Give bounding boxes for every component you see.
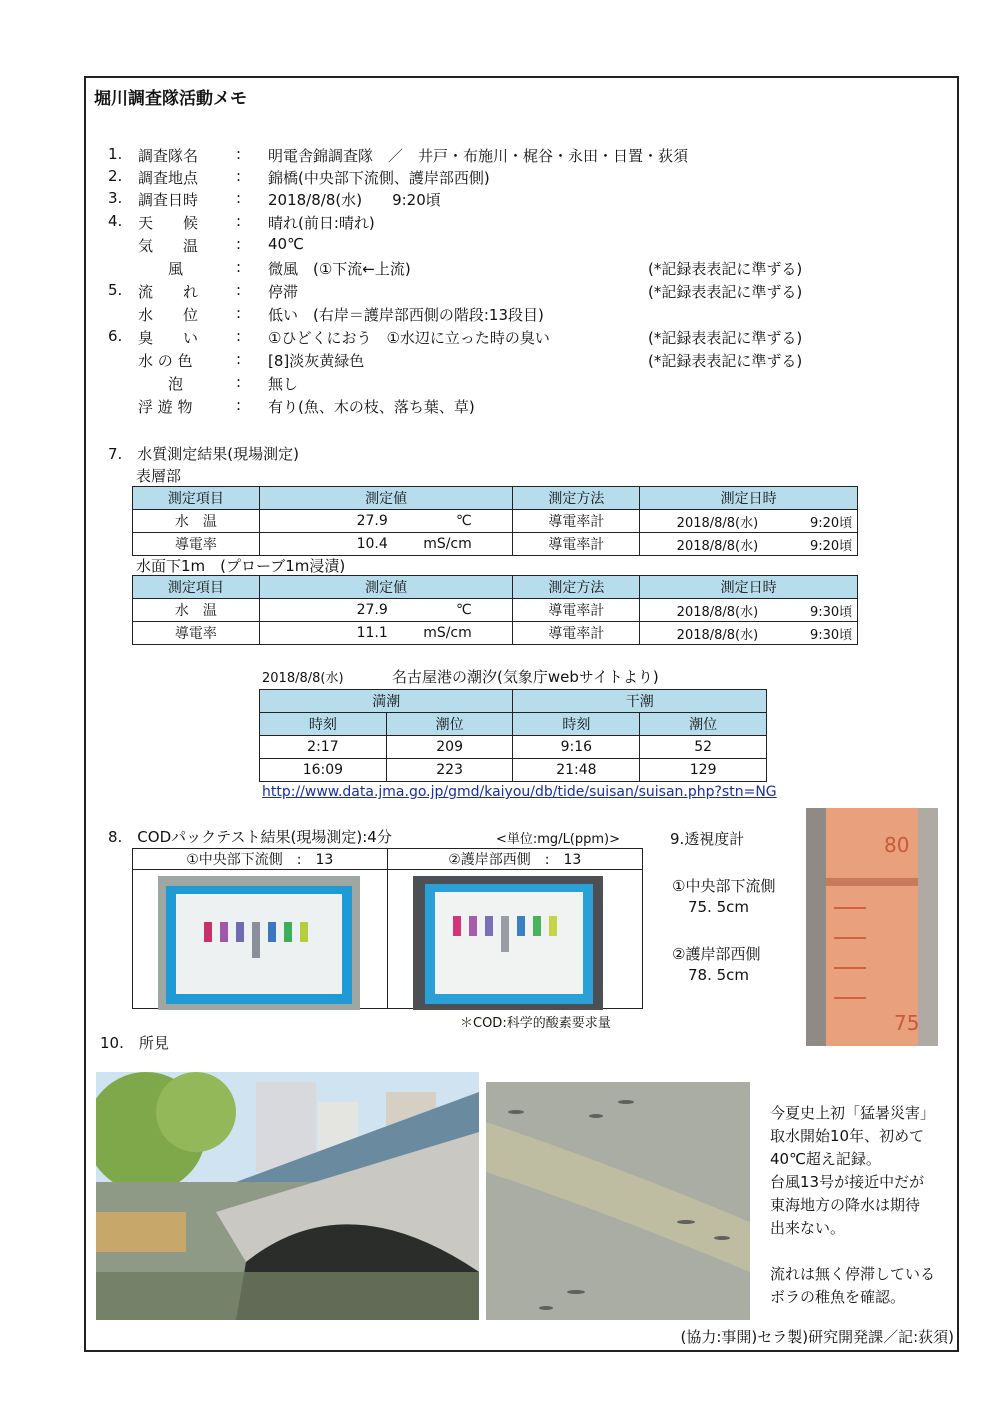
item-value: 2018/8/8(水) 9:20頃 [268,191,441,209]
tide-row [260,759,767,782]
comment-line: 今夏史上初「猛暑災害」 [770,1104,936,1122]
measure-unit: mS/cm [423,625,472,641]
item-value: 40℃ [268,235,304,253]
comment-line: 東海地方の降水は期待 [770,1196,921,1214]
tide-low-level: 52 [640,736,767,759]
credit-line: (協力:事開)セラ製)研究開発課／記:荻須) [680,1328,954,1346]
item-label: 水 の 色 [138,352,193,370]
tide-table [259,689,767,782]
item-label: 臭 い [138,329,199,347]
measure-date: 2018/8/8(水) [676,627,759,643]
findings-comment [770,1102,935,1309]
comment-line: ボラの稚魚を確認。 [770,1288,906,1306]
item-note: (*記録表表記に準ずる) [648,283,803,301]
measure-date: 2018/8/8(水) [676,515,759,531]
tide-high-time: 16:09 [260,759,387,782]
item-value: 微風 (①下流←上流) [268,260,411,278]
jma-link[interactable]: http://www.data.jma.go.jp/gmd/kaiyou/db/tide/suisan/suisan.php?stn=NG [262,784,777,800]
survey-item-row [100,235,860,257]
header-datetime: 測定日時 [640,487,858,510]
survey-item-row [100,145,860,167]
comment-line: 流れは無く停滞している [770,1265,936,1283]
measurement-row [133,622,858,645]
cod-test-card-image [158,876,360,1010]
item-label: 泡 [138,375,184,393]
item-label: 浮 遊 物 [138,398,193,416]
item-value: 晴れ(前日:晴れ) [268,214,375,232]
item-colon: : [236,167,242,185]
transparency-site1-value: 75. 5cm [688,898,750,916]
measurement-row [133,599,858,622]
header-value: 測定値 [259,576,513,599]
tide-high-time: 2:17 [260,736,387,759]
comment-line [770,1240,935,1263]
measure-unit: mS/cm [423,536,472,552]
item-colon: : [236,145,242,163]
cod-photo-2 [413,876,603,1010]
water-quality-heading: 7. 水質測定結果(現場測定) [108,445,300,463]
item-colon: : [236,189,242,207]
depth-table [132,575,858,645]
high-tide-header: 満潮 [260,690,513,713]
item-value: 有り(魚、木の枝、落ち葉、草) [268,398,475,416]
item-value: 明電舎錦調査隊 ／ 井戸・布施川・梶谷・永田・日置・荻須 [268,147,689,165]
item-value: ①ひどくにおう ①水辺に立った時の臭い [268,329,550,347]
measurement-row [133,510,858,533]
fish-photo [486,1082,750,1320]
fish-water-image [486,1082,750,1320]
measure-method: 導電率計 [548,514,605,530]
comment-line: 取水開始10年、初めて [770,1127,925,1145]
header-item: 測定項目 [133,487,260,510]
item-label: 天 候 [138,214,199,232]
measure-value: 27.9 [356,513,388,529]
item-number: 4. [108,212,123,230]
survey-item-row [100,189,860,211]
header-method: 測定方法 [513,576,640,599]
item-label: 調査地点 [138,169,199,187]
transparency-heading: 9.透視度計 [670,830,745,848]
comment-line: 出来ない。 [770,1219,846,1237]
bridge-photo [96,1072,479,1320]
tide-title: 名古屋港の潮汐(気象庁webサイトより) [392,668,659,686]
findings-heading: 10. 所見 [100,1034,169,1052]
transparency-tube-image [806,808,938,1046]
low-tide-header: 干潮 [513,690,767,713]
surface-table [132,486,858,556]
item-note: (*記録表表記に準ずる) [648,352,803,370]
item-note: (*記録表表記に準ずる) [648,260,803,278]
cod-photo-1 [158,876,360,1010]
item-number: 6. [108,327,123,345]
item-colon: : [236,396,242,414]
tide-date: 2018/8/8(水) [262,671,344,686]
survey-item-row [100,350,860,372]
survey-item-row [100,327,860,349]
item-colon: : [236,212,242,230]
tide-high-level: 223 [386,759,513,782]
item-label: 調査隊名 [138,147,199,165]
header-method: 測定方法 [513,487,640,510]
tube-mark-80: 80 [884,833,910,857]
measure-time: 9:30頃 [810,627,853,643]
measure-unit: ℃ [456,513,472,529]
measure-method: 導電率計 [548,537,605,553]
tide-low-time: 9:16 [513,736,640,759]
tide-subheader-row [260,713,767,736]
cod-site1: ①中央部下流側 : 13 [133,849,388,870]
tide-low-level: 129 [640,759,767,782]
measure-value: 10.4 [356,536,388,552]
transparency-site1-label: ①中央部下流側 [672,877,776,895]
depth-header-row [133,576,858,599]
item-value: 低い (右岸＝護岸部西側の階段:13段目) [268,306,544,324]
bridge-image [96,1072,479,1320]
item-label: 水 位 [138,306,199,324]
comment-line: 40℃超え記録。 [770,1150,881,1168]
transparency-tube-photo [806,808,938,1046]
item-colon: : [236,235,242,253]
page-title: 堀川調査隊活動メモ [94,89,247,109]
survey-item-row [100,258,860,280]
measure-method: 導電率計 [548,603,605,619]
transparency-site2-label: ②護岸部西側 [672,945,761,963]
item-colon: : [236,304,242,322]
item-label: 流 れ [138,283,199,301]
survey-item-row [100,281,860,303]
header-datetime: 測定日時 [640,576,858,599]
measure-time: 9:20頃 [810,515,853,531]
tide-header-row [260,690,767,713]
tide-row [260,736,767,759]
measure-value: 27.9 [356,602,388,618]
item-colon: : [236,350,242,368]
measurement-row [133,533,858,556]
item-label: 気 温 [138,237,199,255]
item-value: [8]淡灰黄緑色 [268,352,365,370]
item-colon: : [236,327,242,345]
cod-site2: ②護岸部西側 : 13 [387,849,643,870]
measure-method: 導電率計 [548,626,605,642]
item-value: 錦橋(中央部下流側、護岸部西側) [268,169,490,187]
cod-unit-note: <単位:mg/L(ppm)> [496,832,621,847]
measure-item: 導電率 [174,537,217,553]
cod-heading: 8. CODパックテスト結果(現場測定):4分 [108,828,392,846]
surface-header-row [133,487,858,510]
measure-date: 2018/8/8(水) [676,604,759,620]
item-number: 3. [108,189,123,207]
item-value: 無し [268,375,299,393]
survey-item-row [100,373,860,395]
measure-time: 9:20頃 [810,538,853,554]
measure-item: 水 温 [174,514,217,530]
item-value: 停滞 [268,283,299,301]
tube-mark-75: 75 [894,1011,920,1035]
measure-date: 2018/8/8(水) [676,538,759,554]
transparency-site2-value: 78. 5cm [688,966,750,984]
cod-test-card-image [413,876,603,1010]
high-level-header: 潮位 [386,713,513,736]
header-value: 測定値 [259,487,513,510]
item-colon: : [236,373,242,391]
measure-time: 9:30頃 [810,604,853,620]
tide-low-time: 21:48 [513,759,640,782]
item-label: 調査日時 [138,191,199,209]
survey-item-row [100,167,860,189]
item-note: (*記録表表記に準ずる) [648,329,803,347]
measure-item: 水 温 [174,603,217,619]
item-colon: : [236,258,242,276]
low-level-header: 潮位 [640,713,767,736]
header-item: 測定項目 [133,576,260,599]
surface-label: 表層部 [136,467,182,485]
comment-line: 台風13号が接近中だが [770,1173,925,1191]
tide-high-level: 209 [386,736,513,759]
item-number: 5. [108,281,123,299]
high-time-header: 時刻 [260,713,387,736]
item-colon: : [236,281,242,299]
measure-item: 導電率 [174,626,217,642]
item-number: 2. [108,167,123,185]
low-time-header: 時刻 [513,713,640,736]
survey-item-row [100,396,860,418]
depth-label: 水面下1m (プローブ1m浸漬) [136,557,346,575]
item-label: 風 [138,260,184,278]
item-number: 1. [108,145,123,163]
survey-item-row [100,304,860,326]
measure-unit: ℃ [456,602,472,618]
measure-value: 11.1 [356,625,388,641]
survey-item-row [100,212,860,234]
cod-footnote: ＊COD:科学的酸素要求量 [460,1016,611,1031]
